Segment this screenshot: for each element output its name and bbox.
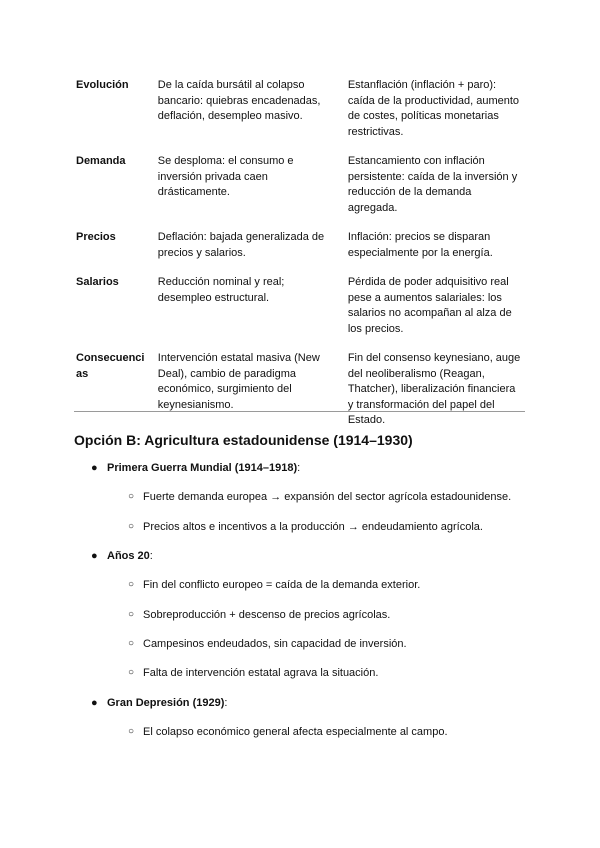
sub-list-item: ○ Precios altos e incentivos a la producción → endeudamiento agrícola. — [128, 521, 483, 533]
list-item: ● Primera Guerra Mundial (1914–1918): — [91, 462, 301, 474]
table-row — [72, 74, 528, 150]
sub-list-item: ○ Campesinos endeudados, sin capacidad de inversión. — [128, 638, 407, 650]
list-item: ● Años 20: — [91, 550, 153, 562]
comparison-table — [72, 74, 528, 439]
cell-crisis-1929: Reducción nominal y real; desempleo estructural. — [157, 276, 285, 304]
bullet-icon: ● — [91, 550, 98, 562]
circle-bullet-icon: ○ — [128, 667, 135, 678]
cell-crisis-1973: Pérdida de poder adquisitivo real pese a aumentos salariales: los salarios no acompañan al alza de los precios. — [347, 276, 512, 335]
bullet-icon: ● — [91, 462, 98, 474]
table-row — [72, 271, 528, 347]
section-title: Opción B: Agricultura estadounidense (1914–1930) — [74, 432, 413, 448]
horizontal-rule — [74, 411, 525, 412]
sub-list-item: ○ Sobreproducción + descenso de precios agrícolas. — [128, 609, 391, 621]
cell-crisis-1973: Estancamiento con inflación persistente: caída de la inversión y reducción de la demanda agregada. — [347, 155, 518, 214]
cell-crisis-1973: Inflación: precios se disparan especialmente por la energía. — [347, 231, 493, 259]
sub-list-item: ○ Fin del conflicto europeo = caída de la demanda exterior. — [128, 579, 421, 591]
row-label: Consecuenci as — [76, 352, 145, 380]
circle-bullet-icon: ○ — [128, 491, 135, 502]
row-label: Evolución — [76, 79, 129, 91]
sub-list-item: ○ Falta de intervención estatal agrava la situación. — [128, 667, 379, 679]
table-row — [72, 347, 528, 439]
row-label: Demanda — [76, 155, 126, 167]
cell-crisis-1973: Estanflación (inflación + paro): caída de la productividad, aumento de costes, políticas monetarias restrictivas. — [347, 79, 520, 138]
row-label: Precios — [76, 231, 116, 243]
sub-list-item: ○ Fuerte demanda europea → expansión del sector agrícola estadounidense. — [128, 491, 512, 503]
row-label: Salarios — [76, 276, 119, 288]
cell-crisis-1929: Deflación: bajada generalizada de precios y salarios. — [157, 231, 325, 259]
circle-bullet-icon: ○ — [128, 609, 135, 620]
cell-crisis-1929: De la caída bursátil al colapso bancario: quiebras encadenadas, deflación, desempleo masivo. — [157, 79, 321, 122]
list-item: ● Gran Depresión (1929): — [91, 697, 228, 709]
circle-bullet-icon: ○ — [128, 521, 135, 532]
cell-crisis-1929: Se desploma: el consumo e inversión privada caen drásticamente. — [157, 155, 294, 198]
circle-bullet-icon: ○ — [128, 726, 135, 737]
table-row — [72, 226, 528, 271]
circle-bullet-icon: ○ — [128, 579, 135, 590]
bullet-icon: ● — [91, 697, 98, 709]
cell-crisis-1929: Intervención estatal masiva (New Deal), cambio de paradigma económico, surgimiento del keynesianismo. — [157, 352, 320, 411]
circle-bullet-icon: ○ — [128, 638, 135, 649]
table-row — [72, 150, 528, 226]
sub-list-item: ○ El colapso económico general afecta especialmente al campo. — [128, 726, 448, 738]
cell-crisis-1973: Fin del consenso keynesiano, auge del neoliberalismo (Reagan, Thatcher), liberalización financiera y transformación del papel del Estado. — [347, 352, 521, 426]
